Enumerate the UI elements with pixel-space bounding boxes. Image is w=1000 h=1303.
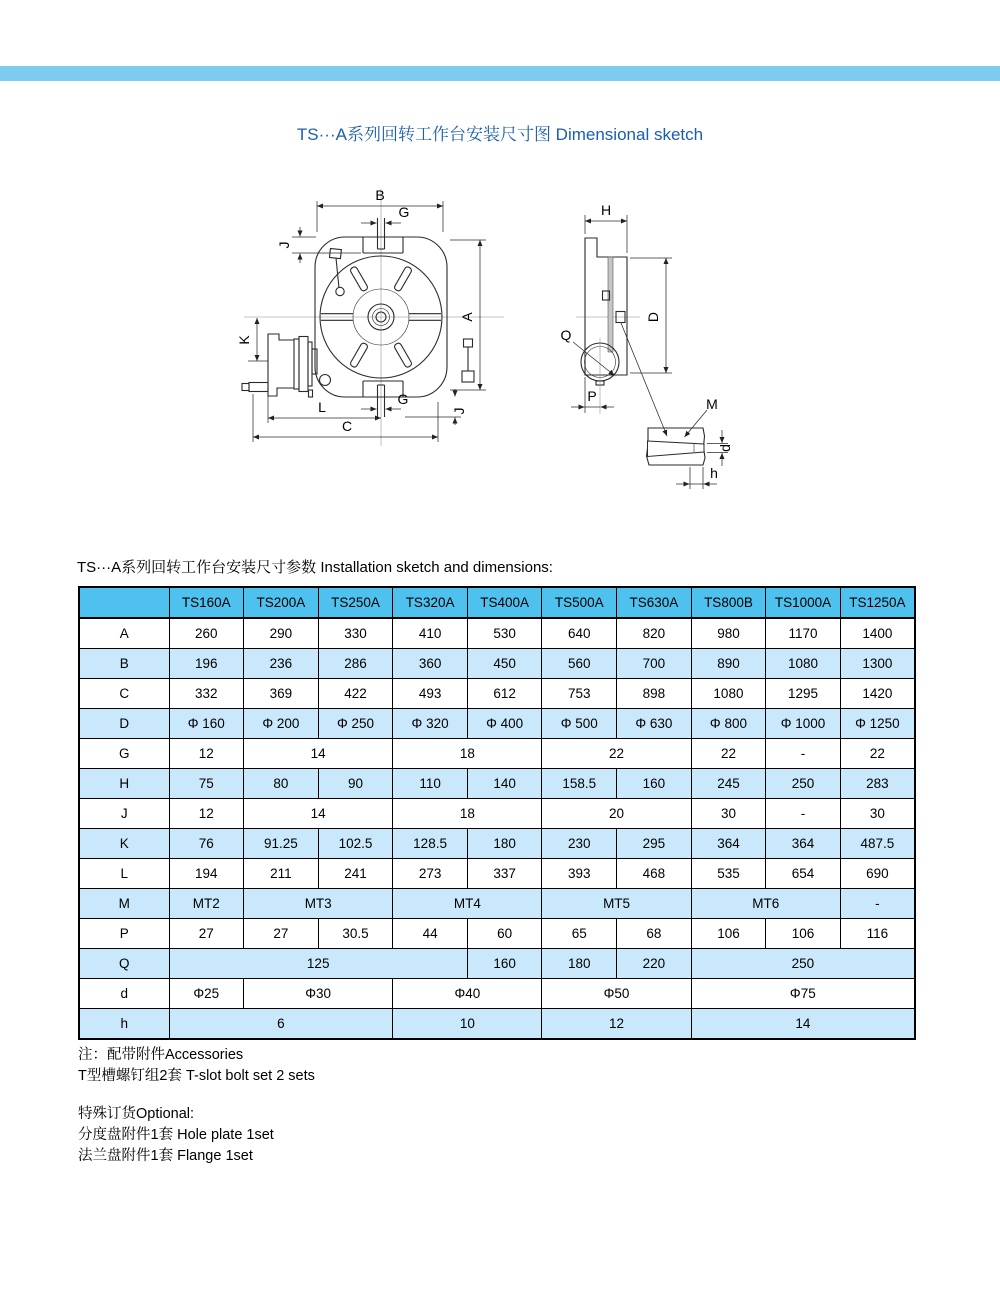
dim-label-h: h — [710, 465, 718, 481]
value-cell: 180 — [467, 829, 542, 859]
dim-label-D: D — [645, 311, 661, 323]
value-cell: 12 — [542, 1009, 691, 1040]
note-tslot-bolt-set: T型槽螺钉组2套 T-slot bolt set 2 sets — [78, 1068, 315, 1084]
value-cell: 110 — [393, 769, 468, 799]
table-row-d — [79, 979, 915, 1009]
clamp-bolt-right — [464, 339, 473, 347]
note-accessories: 注：配带附件Accessories — [78, 1047, 244, 1063]
dim-label-d: d — [717, 444, 733, 452]
value-cell: 337 — [467, 859, 542, 889]
value-cell: 90 — [318, 769, 393, 799]
value-cell: 422 — [318, 679, 393, 709]
value-cell: 700 — [617, 649, 692, 679]
table-row-h — [79, 1009, 915, 1040]
row-label: Q — [79, 949, 169, 979]
column-header-TS630A: TS630A — [617, 587, 692, 618]
value-cell: 10 — [393, 1009, 542, 1040]
value-cell: Φ 320 — [393, 709, 468, 739]
value-cell: 820 — [617, 618, 692, 649]
row-label: K — [79, 829, 169, 859]
value-cell: 1420 — [840, 679, 915, 709]
row-label: M — [79, 889, 169, 919]
value-cell: 80 — [244, 769, 319, 799]
value-cell: 75 — [169, 769, 244, 799]
value-cell: 1400 — [840, 618, 915, 649]
value-cell: 450 — [467, 649, 542, 679]
value-cell: 560 — [542, 649, 617, 679]
value-cell: 286 — [318, 649, 393, 679]
value-cell: Φ 400 — [467, 709, 542, 739]
value-cell: 260 — [169, 618, 244, 649]
dim-label-G-bottom: G — [397, 391, 409, 407]
side-view-drawing — [576, 238, 705, 465]
value-cell: 6 — [169, 1009, 393, 1040]
value-cell: 364 — [766, 829, 841, 859]
value-cell: 140 — [467, 769, 542, 799]
dim-label-J-top: J — [276, 241, 292, 249]
value-cell: 91.25 — [244, 829, 319, 859]
row-label: C — [79, 679, 169, 709]
dimensions-table — [78, 586, 916, 1040]
row-label: d — [79, 979, 169, 1009]
value-cell: 1080 — [766, 649, 841, 679]
note-hole-plate: 分度盘附件1套 Hole plate 1set — [78, 1127, 274, 1143]
value-cell: 890 — [691, 649, 766, 679]
value-cell: 102.5 — [318, 829, 393, 859]
value-cell: 160 — [617, 769, 692, 799]
value-cell: 22 — [840, 739, 915, 769]
taper-detail — [647, 428, 706, 465]
value-cell: 640 — [542, 618, 617, 649]
side-view-dimensions — [561, 202, 733, 489]
value-cell: 128.5 — [393, 829, 468, 859]
value-cell: 65 — [542, 919, 617, 949]
value-cell: 14 — [244, 739, 393, 769]
table-row-H — [79, 769, 915, 799]
table-row-K — [79, 829, 915, 859]
value-cell: 612 — [467, 679, 542, 709]
dim-label-K: K — [236, 335, 252, 345]
value-cell: 753 — [542, 679, 617, 709]
value-cell: 220 — [617, 949, 692, 979]
value-cell: 211 — [244, 859, 319, 889]
row-label: H — [79, 769, 169, 799]
value-cell: Φ 630 — [617, 709, 692, 739]
dim-label-L: L — [318, 399, 326, 415]
value-cell: 76 — [169, 829, 244, 859]
table-row-D — [79, 709, 915, 739]
value-cell: 332 — [169, 679, 244, 709]
dim-label-B: B — [375, 187, 385, 203]
value-cell: Φ 500 — [542, 709, 617, 739]
row-label: G — [79, 739, 169, 769]
row-label: B — [79, 649, 169, 679]
value-cell: - — [766, 739, 841, 769]
table-row-L — [79, 859, 915, 889]
value-cell: 690 — [840, 859, 915, 889]
table-row-M — [79, 889, 915, 919]
value-cell: 196 — [169, 649, 244, 679]
dim-label-G-top: G — [398, 204, 410, 220]
value-cell: - — [840, 889, 915, 919]
value-cell: 27 — [169, 919, 244, 949]
value-cell: 106 — [691, 919, 766, 949]
value-cell: 1170 — [766, 618, 841, 649]
table-row-B — [79, 649, 915, 679]
clamp-bolt-left — [330, 248, 342, 258]
note-flange: 法兰盘附件1套 Flange 1set — [78, 1148, 253, 1164]
value-cell: 250 — [766, 769, 841, 799]
value-cell: 30 — [840, 799, 915, 829]
value-cell: 360 — [393, 649, 468, 679]
row-label: A — [79, 618, 169, 649]
column-header-TS1250A: TS1250A — [840, 587, 915, 618]
notes-block — [78, 1045, 315, 1167]
value-cell: 60 — [467, 919, 542, 949]
table-row-A — [79, 618, 915, 649]
value-cell: 44 — [393, 919, 468, 949]
value-cell: 898 — [617, 679, 692, 709]
column-header-TS250A: TS250A — [318, 587, 393, 618]
value-cell: 1300 — [840, 649, 915, 679]
value-cell: 1080 — [691, 679, 766, 709]
value-cell: 241 — [318, 859, 393, 889]
value-cell: Φ 200 — [244, 709, 319, 739]
value-cell: 295 — [617, 829, 692, 859]
value-cell: Φ 160 — [169, 709, 244, 739]
value-cell: Φ 1250 — [840, 709, 915, 739]
value-cell: 330 — [318, 618, 393, 649]
value-cell: 158.5 — [542, 769, 617, 799]
value-cell: 22 — [542, 739, 691, 769]
row-label: h — [79, 1009, 169, 1040]
value-cell: 27 — [244, 919, 319, 949]
value-cell: - — [766, 799, 841, 829]
value-cell: 535 — [691, 859, 766, 889]
value-cell: Φ40 — [393, 979, 542, 1009]
column-header-TS200A: TS200A — [244, 587, 319, 618]
value-cell: Φ30 — [244, 979, 393, 1009]
dim-label-J-bottom: J — [451, 407, 467, 415]
table-header-row — [79, 587, 915, 618]
value-cell: MT3 — [244, 889, 393, 919]
value-cell: 180 — [542, 949, 617, 979]
corner-cell — [79, 587, 169, 618]
value-cell: 290 — [244, 618, 319, 649]
value-cell: Φ25 — [169, 979, 244, 1009]
page-title: TS···A系列回转工作台安装尺寸图 Dimensional sketch — [296, 125, 704, 144]
value-cell: 30.5 — [318, 919, 393, 949]
value-cell: 468 — [617, 859, 692, 889]
value-cell: 160 — [467, 949, 542, 979]
value-cell: 410 — [393, 618, 468, 649]
value-cell: 18 — [393, 739, 542, 769]
note-optional-title: 特殊订货Optional: — [78, 1106, 195, 1122]
value-cell: 12 — [169, 799, 244, 829]
value-cell: 12 — [169, 739, 244, 769]
value-cell: MT6 — [691, 889, 840, 919]
table-row-G — [79, 739, 915, 769]
dim-label-A: A — [459, 312, 475, 322]
value-cell: 273 — [393, 859, 468, 889]
value-cell: Φ 250 — [318, 709, 393, 739]
column-header-TS1000A: TS1000A — [766, 587, 841, 618]
value-cell: 487.5 — [840, 829, 915, 859]
dim-label-P: P — [587, 388, 597, 404]
value-cell: 530 — [467, 618, 542, 649]
front-view-dimensions — [236, 187, 486, 442]
column-header-TS320A: TS320A — [393, 587, 468, 618]
table-row-P — [79, 919, 915, 949]
value-cell: 283 — [840, 769, 915, 799]
value-cell: MT5 — [542, 889, 691, 919]
value-cell: 30 — [691, 799, 766, 829]
dim-label-C: C — [341, 418, 353, 434]
value-cell: 125 — [169, 949, 467, 979]
handwheel-assembly — [242, 334, 331, 397]
value-cell: 245 — [691, 769, 766, 799]
value-cell: 250 — [691, 949, 915, 979]
table-row-Q — [79, 949, 915, 979]
dimensions-table-body — [79, 618, 915, 1039]
row-label: D — [79, 709, 169, 739]
table-row-J — [79, 799, 915, 829]
row-label: P — [79, 919, 169, 949]
value-cell: 493 — [393, 679, 468, 709]
value-cell: 654 — [766, 859, 841, 889]
value-cell: 18 — [393, 799, 542, 829]
row-label: J — [79, 799, 169, 829]
dim-label-H: H — [600, 202, 612, 218]
dim-label-Q: Q — [560, 327, 572, 343]
value-cell: 230 — [542, 829, 617, 859]
table-caption: TS···A系列回转工作台安装尺寸参数 Installation sketch and dimensions: — [77, 559, 553, 576]
value-cell: Φ75 — [691, 979, 915, 1009]
value-cell: MT2 — [169, 889, 244, 919]
value-cell: MT4 — [393, 889, 542, 919]
dimensional-sketch — [228, 182, 778, 497]
value-cell: 980 — [691, 618, 766, 649]
value-cell: 14 — [691, 1009, 915, 1040]
value-cell: 68 — [617, 919, 692, 949]
value-cell: 20 — [542, 799, 691, 829]
value-cell: Φ50 — [542, 979, 691, 1009]
value-cell: 106 — [766, 919, 841, 949]
value-cell: 194 — [169, 859, 244, 889]
table-row-C — [79, 679, 915, 709]
column-header-TS800B: TS800B — [691, 587, 766, 618]
value-cell: 369 — [244, 679, 319, 709]
row-label: L — [79, 859, 169, 889]
value-cell: Φ 800 — [691, 709, 766, 739]
value-cell: 116 — [840, 919, 915, 949]
value-cell: Φ 1000 — [766, 709, 841, 739]
dim-label-M: M — [706, 396, 718, 412]
column-header-TS160A: TS160A — [169, 587, 244, 618]
dimensions-table-head — [79, 587, 915, 618]
value-cell: 236 — [244, 649, 319, 679]
column-header-TS400A: TS400A — [467, 587, 542, 618]
value-cell: 22 — [691, 739, 766, 769]
top-accent-bar — [0, 66, 1000, 81]
value-cell: 1295 — [766, 679, 841, 709]
value-cell: 14 — [244, 799, 393, 829]
value-cell: 393 — [542, 859, 617, 889]
column-header-TS500A: TS500A — [542, 587, 617, 618]
value-cell: 364 — [691, 829, 766, 859]
